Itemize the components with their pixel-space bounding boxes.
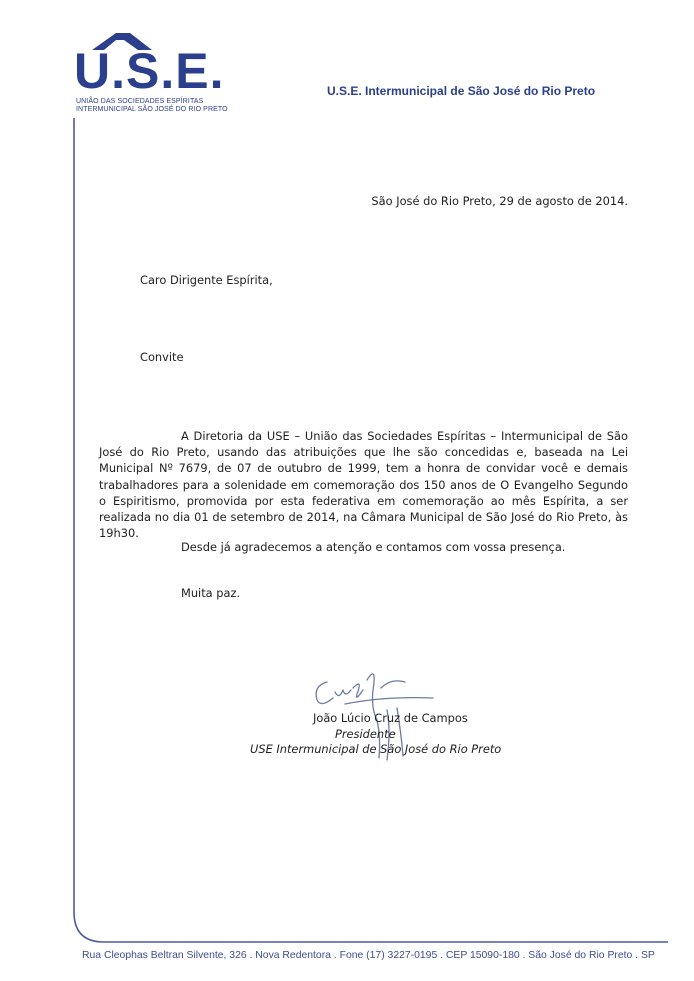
letter-date: São José do Rio Preto, 29 de agosto de 2014.	[371, 194, 628, 208]
letter-salutation: Caro Dirigente Espírita,	[140, 273, 273, 287]
letter-closing: Muita paz.	[181, 586, 241, 600]
logo-subtitle-line2: INTERMUNICIPAL SÃO JOSÉ DO RIO PRETO	[76, 106, 228, 113]
signatory-name: João Lúcio Cruz de Campos	[313, 711, 468, 725]
header-title: U.S.E. Intermunicipal de São José do Rio Preto	[327, 84, 596, 98]
signatory-role: Presidente	[335, 727, 396, 741]
letter-thanks: Desde já agradecemos a atenção e contamos com vossa presença.	[181, 540, 566, 554]
logo-subtitle-line1: UNIÃO DAS SOCIEDADES ESPÍRITAS	[76, 98, 204, 105]
footer-address: Rua Cleophas Beltran Silvente, 326 . Nova Redentora . Fone (17) 3227-0195 . CEP 15090-180 . São José do Rio Preto . SP	[82, 950, 655, 961]
signatory-organization: USE Intermunicipal de São José do Rio Preto	[250, 742, 502, 756]
use-logo	[74, 32, 228, 116]
logo-letters: U.S.E.	[74, 43, 225, 99]
letter-subject: Convite	[140, 350, 184, 364]
letter-body: A Diretoria da USE – União das Sociedades Espíritas – Intermunicipal de São José do Rio Preto, usando das atribuições que lhe são concedidas e, baseada na Lei Municipal Nº 7679, de 07 de outubro de 1999, tem a honra de convidar você e demais trabalhadores para a solenidade em comemoração dos 150 anos de O Evangelho Segundo o Espiritismo, promovida por esta federativa em comemoração ao mês Espírita, a ser realizada no dia 01 de setembro de 2014, na Câmara Municipal de São José do Rio Preto, às 19h30.	[99, 429, 628, 541]
